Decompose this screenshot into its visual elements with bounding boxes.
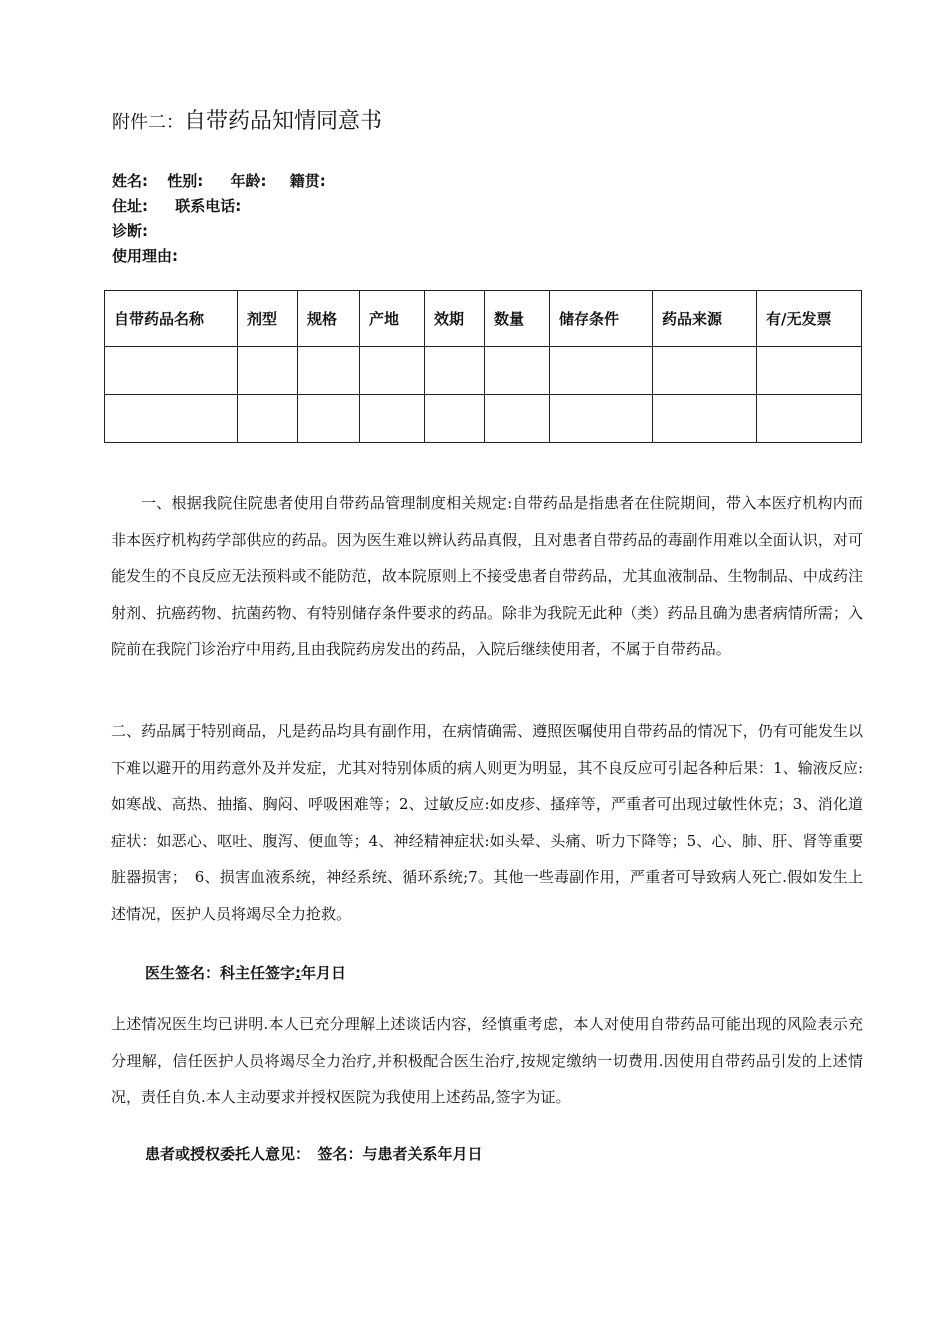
diagnosis-label: 诊断: [112,222,148,240]
table-cell[interactable] [105,395,238,443]
table-cell[interactable] [425,347,485,395]
form-title: 自带药品知情同意书 [184,109,383,134]
policy-paragraph-2: 二、药品属于特别商品，凡是药品均具有副作用，在病情确需、遵照医嘱使用自带药品的情况下，仍有可能发生以下难以避开的用药意外及并发症，尤其对特别体质的病人则更为明显，其不良反应可引起各种后果：1、输液反应:如寒战、高热、抽搐、胸闷、呼吸困难等；2、过敏反应:如皮疹、搔痒等，严重者可出现过敏性休克；3、消化道症状：如恶心、呕吐、腹泻、便血等；4、神经精神症状:如头晕、头痛、听力下降等；5、心、肺、肝、肾等重要脏器损害； 6、损害血液系统，神经系统、循环系统;7。其他一些毒副作用，严重者可导致病人死亡.假如发生上述情况，医护人员将竭尽全力抢救。 [111,722,863,923]
doctor-signature-line [145,962,346,983]
table-cell[interactable] [360,395,425,443]
table-header-row [105,291,862,347]
reason-row [112,245,178,266]
table-cell[interactable] [298,347,360,395]
patient-info-row-2 [112,195,241,216]
diagnosis-row [112,220,148,241]
col-header-invoice: 有/无发票 [757,291,862,347]
col-header-origin: 产地 [360,291,425,347]
age-label: 年龄: [230,172,267,190]
doctor-date-label: 年月日 [301,964,347,982]
table-cell[interactable] [757,347,862,395]
table-cell[interactable] [485,347,550,395]
signature-colon: : [295,964,302,982]
table-cell[interactable] [757,395,862,443]
col-header-name: 自带药品名称 [105,291,238,347]
table-cell[interactable] [653,347,757,395]
name-label: 姓名: [112,172,148,190]
table-row [105,347,862,395]
consent-paragraph: 上述情况医生均已讲明.本人已充分理解上述谈话内容，经慎重考虑，本人对使用自带药品可能出现的风险表示充分理解，信任医护人员将竭尽全力治疗,并积极配合医生治疗,按规定缴纳一切费用.因使用自带药品引发的上述情况，责任自负.本人主动要求并授权医院为我使用上述药品,签字为证。 [111,1015,863,1106]
col-header-form: 剂型 [238,291,298,347]
col-header-quantity: 数量 [485,291,550,347]
table-cell[interactable] [425,395,485,443]
col-header-source: 药品来源 [653,291,757,347]
gender-label: 性别: [167,172,204,190]
col-header-spec: 规格 [298,291,360,347]
patient-signature-line: 患者或授权委托人意见： 签名：与患者关系年月日 [145,1145,483,1163]
table-cell[interactable] [105,347,238,395]
attachment-label: 附件二： [112,112,184,133]
phone-label: 联系电话: [175,197,242,215]
table-cell[interactable] [485,395,550,443]
table-row [105,395,862,443]
origin-label: 籍贯: [289,172,326,190]
medication-table [104,290,862,443]
patient-info-row-1 [112,170,326,191]
address-label: 住址: [112,197,148,215]
table-cell[interactable] [550,347,653,395]
table-cell[interactable] [653,395,757,443]
table-cell[interactable] [298,395,360,443]
doctor-signature-label: 医生签名：科主任签字 [145,964,296,982]
policy-paragraph-1: 一、根据我院住院患者使用自带药品管理制度相关规定:自带药品是指患者在住院期间，带入本医疗机构内而非本医疗机构药学部供应的药品。因为医生难以辨认药品真假，且对患者自带药品的毒副作用难以全面认识，对可能发生的不良反应无法预料或不能防范，故本院原则上不接受患者自带药品，尤其血液制品、生物制品、中成药注射剂、抗癌药物、抗菌药物、有特别储存条件要求的药品。除非为我院无此种（类）药品且确为患者病情所需；入院前在我院门诊治疗中用药,且由我院药房发出的药品，入院后继续使用者，不属于自带药品。 [111,494,863,658]
reason-label: 使用理由: [112,247,178,265]
col-header-expiry: 效期 [425,291,485,347]
page-title [112,104,382,135]
table-cell[interactable] [550,395,653,443]
table-cell[interactable] [238,395,298,443]
col-header-storage: 储存条件 [550,291,653,347]
table-cell[interactable] [238,347,298,395]
table-cell[interactable] [360,347,425,395]
